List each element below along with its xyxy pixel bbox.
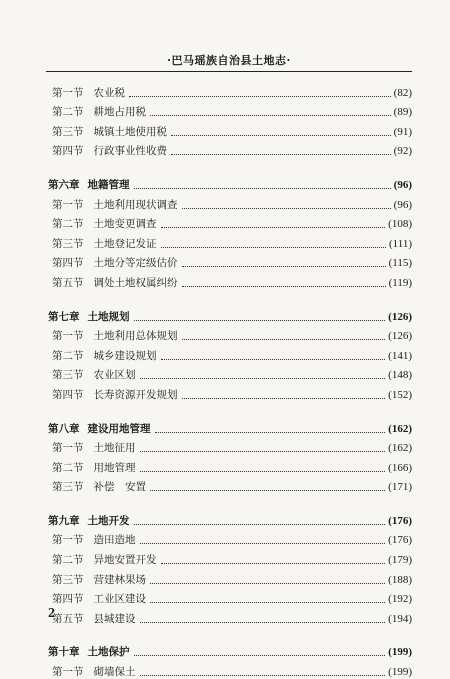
toc-title: 砌墙保土 [93,666,136,679]
toc-page-ref: (82) [393,86,412,99]
toc-number: 第一节 [52,330,84,343]
toc-leader-dots [182,208,391,209]
toc-number: 第二节 [52,349,84,362]
toc-leader-dots [182,398,386,399]
toc-title: 土地开发 [87,514,130,527]
toc-leader-dots [161,359,386,360]
toc-title: 调处土地权属纠纷 [93,276,178,289]
toc-chapter-row [48,508,412,528]
page-number: 2 [48,606,55,621]
header-rule [46,71,412,72]
toc-page-ref: (194) [388,612,412,625]
toc-section-row [48,251,412,271]
toc-title: 耕地占用税 [93,106,146,119]
toc-number: 第八章 [48,422,80,435]
toc-page-ref: (141) [388,349,412,362]
toc-page-ref: (148) [388,369,412,382]
toc-leader-dots [182,339,386,340]
toc-chapter-row [48,640,412,660]
toc-section-row [48,231,412,251]
toc-leader-dots [150,490,385,491]
toc-title: 长寿资源开发规划 [93,388,178,401]
toc-section-row [48,324,412,344]
toc-section-row [48,119,412,139]
toc-section-row [48,606,412,626]
toc-number: 第四节 [52,145,84,158]
toc-title: 农业区划 [93,369,136,382]
group-spacer [48,626,412,640]
toc-title: 土地利用现状调查 [93,198,178,211]
toc-number: 第四节 [52,257,84,270]
toc-title: 行政事业性收费 [93,145,167,158]
toc-number: 第一节 [52,442,84,455]
toc-title: 异地安置开发 [93,554,157,567]
toc-number: 第三节 [52,237,84,250]
toc-title: 城镇土地使用税 [93,125,167,138]
toc-section-row [48,192,412,212]
toc-title: 城乡建设规划 [93,349,157,362]
group-spacer [48,494,412,508]
toc-page-ref: (119) [388,276,412,289]
toc-title: 地籍管理 [87,178,130,191]
toc-title: 土地变更调查 [93,218,157,231]
toc-section-row [48,363,412,383]
toc-number: 第九章 [48,514,80,527]
toc-leader-dots [140,622,386,623]
toc-number: 第四节 [52,593,84,606]
toc-number: 第二节 [52,554,84,567]
toc-page-ref: (126) [388,310,412,323]
toc-leader-dots [171,135,391,136]
toc-page-ref: (179) [388,554,412,567]
toc-page-ref: (96) [393,198,412,211]
toc-leader-dots [150,602,385,603]
toc-section-row [48,343,412,363]
toc-title: 土地规划 [87,310,130,323]
toc-page-ref: (171) [388,481,412,494]
toc-number: 第十章 [48,646,80,659]
toc-leader-dots [171,154,391,155]
toc-leader-dots [134,320,386,321]
toc-leader-dots [182,286,386,287]
toc-title: 造田造地 [93,534,136,547]
toc-title: 县城建设 [93,612,136,625]
toc-leader-dots [182,266,386,267]
toc-page-ref: (152) [388,388,412,401]
toc-page-ref: (96) [393,178,412,191]
toc-page-ref: (89) [393,106,412,119]
toc-chapter-row [48,416,412,436]
toc-page-ref: (166) [388,461,412,474]
toc-page-ref: (199) [388,646,412,659]
toc-title: 土地登记发证 [93,237,157,250]
toc-number: 第二节 [52,461,84,474]
toc-leader-dots [134,655,386,656]
toc-leader-dots [150,115,391,116]
toc-page-ref: (115) [388,257,412,270]
toc-page-ref: (188) [388,573,412,586]
toc-page-ref: (92) [393,145,412,158]
toc-title: 土地征用 [93,442,136,455]
toc-number: 第二节 [52,106,84,119]
toc-leader-dots [134,188,391,189]
toc-section-row [48,455,412,475]
toc-leader-dots [161,247,386,248]
toc-leader-dots [155,432,386,433]
toc-number: 第五节 [52,612,84,625]
toc-number: 第三节 [52,481,84,494]
toc-title: 用地管理 [93,461,136,474]
toc-page-ref: (162) [388,422,412,435]
running-header: ·巴马瑶族自治县土地志· [167,54,291,67]
toc-section-row [48,382,412,402]
toc-title: 补偿 安置 [93,481,146,494]
toc-number: 第一节 [52,534,84,547]
toc-leader-dots [161,563,386,564]
toc-section-row [48,80,412,100]
toc-title: 土地分等定级估价 [93,257,178,270]
toc-page-ref: (176) [388,514,412,527]
group-spacer [48,158,412,172]
toc-title: 建设用地管理 [87,422,151,435]
toc-title: 土地利用总体规划 [93,330,178,343]
toc-number: 第一节 [52,666,84,679]
toc-title: 工业区建设 [93,593,146,606]
toc-page-ref: (192) [388,593,412,606]
toc-section-row [48,475,412,495]
toc-section-row [48,587,412,607]
toc-number: 第三节 [52,125,84,138]
toc-page-ref: (176) [388,534,412,547]
toc-page-ref: (108) [388,218,412,231]
toc-leader-dots [140,451,386,452]
toc-section-row [48,547,412,567]
toc-page-ref: (91) [393,125,412,138]
toc-title: 农业税 [93,86,125,99]
toc-section-row [48,270,412,290]
toc-leader-dots [150,583,385,584]
toc-chapter-row [48,304,412,324]
toc-number: 第二节 [52,218,84,231]
toc-leader-dots [140,675,386,676]
toc-leader-dots [161,227,386,228]
toc-section-row [48,100,412,120]
toc-leader-dots [134,524,386,525]
toc-chapter-row [48,172,412,192]
toc-leader-dots [129,96,391,97]
toc-number: 第五节 [52,276,84,289]
toc-number: 第三节 [52,369,84,382]
table-of-contents [48,80,412,679]
toc-number: 第一节 [52,86,84,99]
toc-page-ref: (126) [388,330,412,343]
toc-number: 第三节 [52,573,84,586]
toc-section-row [48,139,412,159]
toc-number: 第四节 [52,388,84,401]
toc-page-ref: (162) [388,442,412,455]
toc-number: 第一节 [52,198,84,211]
toc-number: 第六章 [48,178,80,191]
group-spacer [48,402,412,416]
group-spacer [48,290,412,304]
toc-title: 营建林果场 [93,573,146,586]
toc-page-ref: (111) [388,237,412,250]
toc-leader-dots [140,378,386,379]
toc-leader-dots [140,543,386,544]
toc-section-row [48,212,412,232]
toc-leader-dots [140,471,386,472]
toc-section-row [48,659,412,679]
toc-number: 第七章 [48,310,80,323]
toc-section-row [48,436,412,456]
toc-section-row [48,528,412,548]
toc-title: 土地保护 [87,646,130,659]
toc-section-row [48,567,412,587]
toc-page-ref: (199) [388,666,412,679]
